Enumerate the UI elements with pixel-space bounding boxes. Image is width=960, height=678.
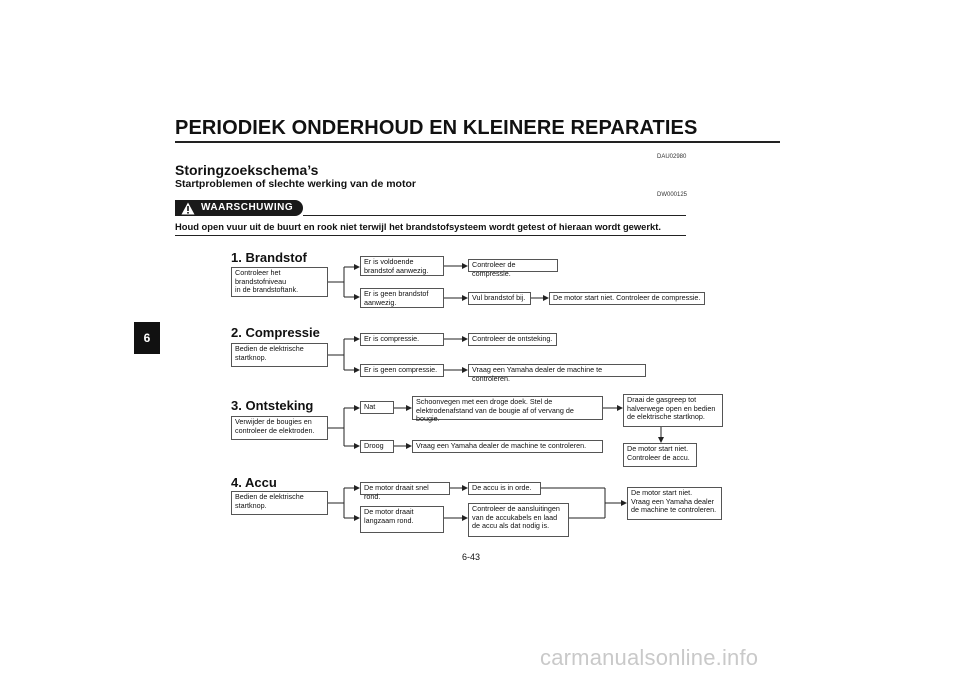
ignition-wet-action-box: Schoonvegen met een droge doek. Stel de elektrodenafstand van de bougie af of vervang de bougie. [412,396,603,420]
fuel-start-box: Controleer het brandstofniveau in de brandstoftank. [231,267,328,297]
fuel-no-action-box: Vul brandstof bij. [468,292,531,305]
fuel-no-result-box: De motor start niet. Controleer de compressie. [549,292,705,305]
section-title: Storingzoekschema’s [175,162,319,178]
warning-label: WAARSCHUWING [201,202,294,213]
warning-code: DW000125 [657,192,688,198]
warning-text: Houd open vuur uit de buurt en rook niet terwijl het brandstofsysteem wordt getest of hieraan wordt gewerkt. [175,221,661,232]
battery-fast-result-box: De accu is in orde. [468,482,541,495]
compression-yes-action-box: Controleer de ontsteking. [468,333,557,346]
watermark: carmanualsonline.info [540,645,759,670]
section-subtitle: Startproblemen of slechte werking van de motor [175,178,416,190]
battery-slow-box: De motor draait langzaam rond. [360,506,444,533]
ignition-wet-box: Nat [360,401,394,414]
compression-no-action-box: Vraag een Yamaha dealer de machine te controleren. [468,364,646,377]
section-code: DAU02980 [657,154,687,160]
battery-slow-action-box: Controleer de aansluitingen van de accukabels en laad de accu als dat nodig is. [468,503,569,537]
ignition-wet-result-box: De motor start niet. Controleer de accu. [623,443,697,467]
battery-fast-box: De motor draait snel rond. [360,482,450,495]
ignition-wet-next-box: Draai de gasgreep tot halverwege open en bedien de elektrische startknop. [623,394,723,427]
fuel-no-box: Er is geen brandstof aanwezig. [360,288,444,308]
fuel-yes-box: Er is voldoende brandstof aanwezig. [360,256,444,276]
ignition-section-title: 3. Ontsteking [231,398,314,413]
page-number: 6-43 [462,552,481,562]
battery-final-box: De motor start niet. Vraag een Yamaha dealer de machine te controleren. [627,487,722,520]
fuel-yes-action-box: Controleer de compressie. [468,259,558,272]
page-header-title: PERIODIEK ONDERHOUD EN KLEINERE REPARATIES [175,117,698,139]
fuel-section-title: 1. Brandstof [231,250,307,265]
ignition-dry-action-box: Vraag een Yamaha dealer de machine te controleren. [412,440,603,453]
compression-start-box: Bedien de elektrische startknop. [231,343,328,367]
ignition-dry-box: Droog [360,440,394,453]
ignition-start-box: Verwijder de bougies en controleer de elektroden. [231,416,328,440]
battery-section-title: 4. Accu [231,475,277,490]
battery-start-box: Bedien de elektrische startknop. [231,491,328,515]
compression-no-box: Er is geen compressie. [360,364,444,377]
compression-yes-box: Er is compressie. [360,333,444,346]
compression-section-title: 2. Compressie [231,325,320,340]
chapter-tab: 6 [134,322,160,354]
